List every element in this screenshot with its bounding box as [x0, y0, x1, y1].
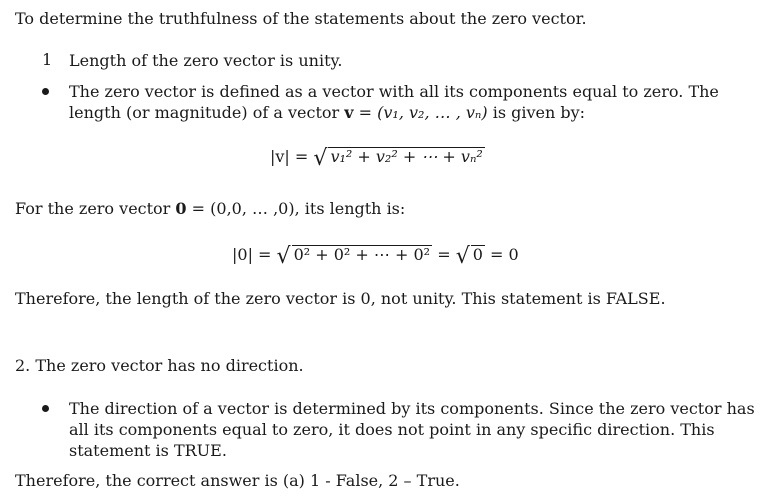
zero-intro-tuple: = (0,0, … ,0), its length is: [186, 199, 406, 218]
bullet-2 [42, 405, 49, 412]
zero-result: = 0 [490, 245, 519, 264]
definition-line-1: The zero vector is defined as a vector with all its components equal to zero. The [69, 82, 719, 101]
vector-tuple: (v₁, v₂, … , vₙ) [377, 103, 488, 122]
direction-line-2: all its components equal to zero, it does not point in any specific direction. This [69, 420, 715, 439]
bullet-1 [42, 88, 49, 95]
zero-intro-start: For the zero vector [15, 199, 176, 218]
zero-lhs: |0| = [232, 245, 272, 264]
statement-1-number: 1 [42, 50, 53, 69]
direction-line-1: The direction of a vector is determined by its components. Since the zero vector has [69, 399, 755, 418]
statement-1-conclusion: Therefore, the length of the zero vector is 0, not unity. This statement is FALSE. [15, 289, 666, 308]
magnitude-lhs: |v| = [270, 147, 309, 166]
statement-2-text: 2. The zero vector has no direction. [15, 356, 304, 375]
magnitude-radicand: v₁² + v₂² + ⋯ + vₙ² [330, 147, 483, 166]
zero-radicand: 0² + 0² + ⋯ + 0² [293, 245, 431, 264]
zero-length-formula [232, 244, 519, 268]
direction-line-3: statement is TRUE. [69, 441, 227, 460]
zero-sqrt-value: 0 [472, 245, 483, 264]
sqrt-symbol: √ [276, 244, 291, 269]
magnitude-formula [270, 146, 485, 170]
intro-text: To determine the truthfulness of the statements about the zero vector. [15, 9, 587, 28]
zero-equals: = [437, 245, 451, 264]
zero-vector-intro: For the zero vector 0 = (0,0, … ,0), its length is: [15, 199, 406, 218]
statement-1-text: Length of the zero vector is unity. [69, 51, 343, 70]
sqrt-symbol: √ [313, 146, 328, 171]
final-answer: Therefore, the correct answer is (a) 1 - False, 2 – True. [15, 471, 460, 490]
sqrt-symbol: √ [455, 244, 470, 269]
definition-line-2: length (or magnitude) of a vector v = (v₁, v₂, … , vₙ) is given by: [69, 103, 586, 122]
definition-line-2-end: is given by: [487, 103, 586, 122]
definition-line-2-start: length (or magnitude) of a vector [69, 103, 345, 122]
